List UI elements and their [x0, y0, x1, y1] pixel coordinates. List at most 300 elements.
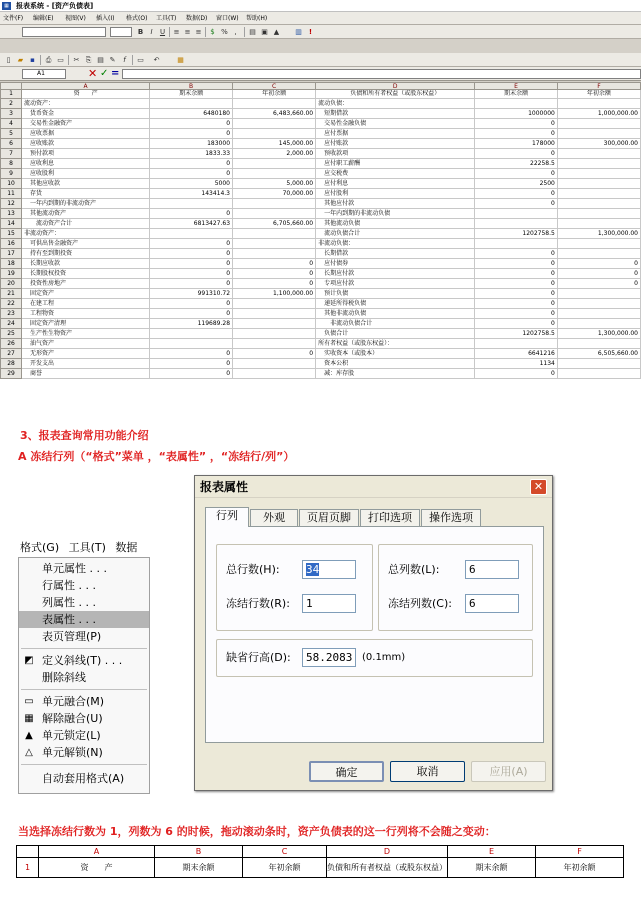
cancel-button[interactable]: 取消 — [390, 761, 465, 782]
table-cell[interactable]: 0 — [233, 259, 316, 269]
table-cell[interactable]: 6813427.63 — [150, 219, 233, 229]
menu-help[interactable]: 帮助(H) — [246, 15, 268, 22]
border-icon[interactable]: ▤ — [249, 28, 256, 36]
row-number[interactable]: 25 — [1, 329, 22, 339]
table-cell[interactable]: 应付职工薪酬 — [316, 159, 475, 169]
undo-icon[interactable]: ↶ — [153, 56, 160, 64]
table-cell[interactable] — [150, 339, 233, 349]
table-cell[interactable]: 商誉 — [22, 369, 150, 379]
table-cell[interactable]: 6641216 — [475, 349, 558, 359]
font-name-select[interactable] — [22, 27, 106, 37]
table-cell[interactable]: 6480180 — [150, 109, 233, 119]
table-cell[interactable]: 0 — [475, 309, 558, 319]
row-number[interactable]: 29 — [1, 369, 22, 379]
table-cell[interactable] — [233, 199, 316, 209]
table-cell[interactable] — [557, 129, 640, 139]
row-number[interactable]: 6 — [1, 139, 22, 149]
table-cell[interactable]: 6,483,660.00 — [233, 109, 316, 119]
column-header[interactable]: B — [150, 83, 233, 90]
tab-header-footer[interactable]: 页眉页脚 — [299, 509, 359, 526]
menu-item-lock-cell[interactable] — [19, 727, 149, 744]
header-cell[interactable]: 负债和所有者权益（或股东权益） — [316, 90, 475, 99]
table-cell[interactable] — [475, 239, 558, 249]
menu-data[interactable]: 数据(D) — [186, 15, 208, 22]
table-cell[interactable]: 流动资产合计 — [22, 219, 150, 229]
row-number[interactable]: 11 — [1, 189, 22, 199]
table-cell[interactable] — [557, 199, 640, 209]
table-cell[interactable]: 投资性房地产 — [22, 279, 150, 289]
table-cell[interactable] — [233, 329, 316, 339]
tab-appearance[interactable]: 外观 — [250, 509, 298, 526]
table-cell[interactable]: 应付账款 — [316, 139, 475, 149]
format-painter-icon[interactable]: ✎ — [109, 56, 116, 64]
ok-button[interactable]: 确定 — [309, 761, 384, 782]
insert-row-icon[interactable]: ▭ — [137, 56, 144, 64]
table-cell[interactable] — [557, 189, 640, 199]
table-cell[interactable]: 0 — [475, 289, 558, 299]
table-cell[interactable]: 1134 — [475, 359, 558, 369]
table-cell[interactable]: 预收款项 — [316, 149, 475, 159]
menu-item-cell-properties[interactable]: 单元属性 . . . — [42, 562, 107, 575]
rows-group — [216, 544, 373, 631]
format-menu — [18, 540, 150, 794]
row-number[interactable]: 14 — [1, 219, 22, 229]
table-cell[interactable] — [475, 99, 558, 109]
table-cell[interactable]: 0 — [475, 299, 558, 309]
table-cell[interactable]: 145,000.00 — [233, 139, 316, 149]
table-cell[interactable] — [233, 319, 316, 329]
table-cell[interactable]: 0 — [150, 209, 233, 219]
row-number[interactable]: 22 — [1, 299, 22, 309]
table-cell[interactable]: 长期股权投资 — [22, 269, 150, 279]
column-header[interactable]: B — [155, 846, 243, 858]
table-cell[interactable]: 应付股利 — [316, 189, 475, 199]
freeze-columns-input[interactable]: 6 — [465, 594, 519, 613]
default-row-height-input[interactable]: 58.2083 — [302, 648, 356, 667]
print-preview-icon[interactable]: ▭ — [57, 56, 64, 64]
table-cell[interactable] — [557, 289, 640, 299]
table-cell[interactable]: 0 — [233, 279, 316, 289]
table-cell[interactable]: 0 — [475, 249, 558, 259]
table-cell[interactable]: 非流动负债： — [316, 239, 475, 249]
table-cell[interactable] — [150, 329, 233, 339]
alert-icon[interactable]: ! — [308, 28, 313, 36]
currency-icon[interactable]: $ — [210, 28, 215, 36]
table-cell[interactable] — [475, 339, 558, 349]
table-cell[interactable]: 300,000.00 — [557, 139, 640, 149]
table-cell[interactable]: 991310.72 — [150, 289, 233, 299]
menu-tools-header[interactable]: 工具(T) — [68, 541, 106, 554]
select-all-corner[interactable] — [1, 83, 22, 90]
menu-format[interactable]: 格式(O) — [126, 15, 148, 22]
table-cell[interactable]: 在建工程 — [22, 299, 150, 309]
table-cell[interactable]: 工程物资 — [22, 309, 150, 319]
column-header[interactable]: C — [243, 846, 327, 858]
table-cell[interactable]: 0 — [475, 369, 558, 379]
tab-rows-columns[interactable]: 行列 — [205, 507, 249, 527]
table-cell[interactable]: 交易性金融资产 — [22, 119, 150, 129]
row-number[interactable]: 21 — [1, 289, 22, 299]
row-number[interactable]: 4 — [1, 119, 22, 129]
table-cell[interactable] — [150, 199, 233, 209]
menu-window[interactable]: 窗口(W) — [216, 15, 239, 22]
table-cell[interactable]: 交易性金融负债 — [316, 119, 475, 129]
table-cell[interactable] — [557, 159, 640, 169]
italic-icon[interactable]: I — [150, 28, 153, 36]
column-header[interactable]: E — [448, 846, 536, 858]
table-cell[interactable]: 存货 — [22, 189, 150, 199]
menu-item-define-diagonal[interactable] — [19, 652, 149, 669]
table-cell[interactable]: 0 — [150, 119, 233, 129]
table-cell[interactable]: 0 — [475, 319, 558, 329]
paste-icon[interactable]: ▤ — [97, 56, 104, 64]
table-cell[interactable] — [557, 249, 640, 259]
table-cell[interactable]: 0 — [150, 309, 233, 319]
table-cell[interactable] — [233, 339, 316, 349]
table-cell[interactable]: 所有者权益（或股东权益）： — [316, 339, 475, 349]
menu-item-auto-format[interactable]: 自动套用格式(A) — [42, 772, 125, 785]
row-number[interactable]: 13 — [1, 209, 22, 219]
open-file-icon[interactable]: ▰ — [17, 56, 24, 64]
table-cell[interactable]: 0 — [150, 359, 233, 369]
total-columns-input[interactable]: 6 — [465, 560, 519, 579]
align-right-icon[interactable]: ≡ — [195, 28, 202, 36]
table-cell[interactable]: 应收股利 — [22, 169, 150, 179]
equals-icon[interactable]: = — [111, 68, 120, 79]
copy-icon[interactable]: ⎘ — [85, 56, 92, 64]
table-cell[interactable]: 0 — [150, 299, 233, 309]
table-cell[interactable]: 递延所得税负债 — [316, 299, 475, 309]
table-cell[interactable]: 1,100,000.00 — [233, 289, 316, 299]
menu-item-table-properties[interactable]: 表属性 . . . — [19, 611, 149, 628]
table-cell[interactable]: 固定资产 — [22, 289, 150, 299]
table-cell[interactable]: 5000 — [150, 179, 233, 189]
table-cell[interactable]: 6,705,660.00 — [233, 219, 316, 229]
table-cell[interactable] — [557, 169, 640, 179]
table-cell[interactable]: 0 — [150, 269, 233, 279]
table-cell[interactable]: 其他流动资产 — [22, 209, 150, 219]
table-cell[interactable]: 0 — [557, 269, 640, 279]
table-cell[interactable]: 其他应收款 — [22, 179, 150, 189]
cancel-icon[interactable]: ✕ — [88, 67, 98, 80]
table-cell[interactable] — [475, 219, 558, 229]
table-cell[interactable]: 应收利息 — [22, 159, 150, 169]
table-cell[interactable]: 其他非流动负债 — [316, 309, 475, 319]
table-cell[interactable] — [557, 209, 640, 219]
table-cell[interactable]: 应付票据 — [316, 129, 475, 139]
row-number[interactable]: 16 — [1, 239, 22, 249]
diagonal-icon: ◩ — [24, 655, 34, 666]
row-number[interactable]: 15 — [1, 229, 22, 239]
frozen-cell[interactable]: 期末余额 — [155, 858, 243, 878]
table-cell[interactable]: 1202758.5 — [475, 329, 558, 339]
table-cell[interactable]: 生产性生物资产 — [22, 329, 150, 339]
apply-button[interactable]: 应用(A) — [471, 761, 546, 782]
table-cell[interactable]: 长期借款 — [316, 249, 475, 259]
frozen-cell[interactable]: 资 产 — [39, 858, 155, 878]
function-icon[interactable]: f — [123, 56, 126, 64]
table-cell[interactable]: 0 — [557, 259, 640, 269]
table-cell[interactable]: 0 — [150, 249, 233, 259]
table-cell[interactable]: 长期应付款 — [316, 269, 475, 279]
menu-item-row-properties[interactable]: 行属性 . . . — [42, 579, 96, 592]
header-cell[interactable]: 年初余额 — [557, 90, 640, 99]
frozen-cell[interactable]: 年初余额 — [243, 858, 327, 878]
table-cell[interactable] — [233, 359, 316, 369]
table-cell[interactable]: 0 — [475, 199, 558, 209]
menu-view[interactable]: 视图(V) — [65, 15, 86, 22]
header-cell[interactable]: 期末余额 — [150, 90, 233, 99]
table-cell[interactable]: 1,000,000.00 — [557, 109, 640, 119]
table-cell[interactable] — [557, 299, 640, 309]
row-number[interactable]: 17 — [1, 249, 22, 259]
table-cell[interactable]: 应收账款 — [22, 139, 150, 149]
table-cell[interactable]: 0 — [150, 259, 233, 269]
table-cell[interactable]: 0 — [557, 279, 640, 289]
table-cell[interactable]: 119689.28 — [150, 319, 233, 329]
table-cell[interactable]: 2,000.00 — [233, 149, 316, 159]
table-cell[interactable]: 专项应付款 — [316, 279, 475, 289]
underline-icon[interactable]: U — [159, 28, 166, 36]
table-cell[interactable]: 0 — [150, 369, 233, 379]
row-number[interactable]: 7 — [1, 149, 22, 159]
print-icon[interactable]: ⎙ — [45, 56, 52, 64]
row-number[interactable]: 2 — [1, 99, 22, 109]
menu-item-column-properties[interactable]: 列属性 . . . — [42, 596, 96, 609]
table-cell[interactable] — [233, 299, 316, 309]
table-cell[interactable]: 开发支出 — [22, 359, 150, 369]
table-cell[interactable] — [557, 119, 640, 129]
column-header[interactable]: F — [557, 83, 640, 90]
table-cell[interactable] — [150, 229, 233, 239]
table-cell[interactable] — [557, 149, 640, 159]
row-number[interactable]: 1 — [1, 90, 22, 99]
row-number[interactable]: 23 — [1, 309, 22, 319]
column-header[interactable]: E — [475, 83, 558, 90]
table-cell[interactable]: 1202758.5 — [475, 229, 558, 239]
column-header[interactable]: F — [536, 846, 624, 858]
table-cell[interactable] — [557, 99, 640, 109]
menu-data-header[interactable]: 数据 — [115, 541, 138, 554]
report-icon[interactable]: ▦ — [177, 56, 184, 64]
menu-item-delete-diagonal[interactable]: 删除斜线 — [42, 671, 86, 684]
percent-icon[interactable]: % — [221, 28, 228, 36]
table-cell[interactable]: 长期应收款 — [22, 259, 150, 269]
frozen-cell[interactable]: 负债和所有者权益（或股东权益） — [327, 858, 448, 878]
table-cell[interactable] — [233, 309, 316, 319]
table-cell[interactable]: 0 — [233, 349, 316, 359]
table-cell[interactable]: 持有至到期投资 — [22, 249, 150, 259]
table-cell[interactable]: 油气资产 — [22, 339, 150, 349]
row-number[interactable]: 10 — [1, 179, 22, 189]
table-cell[interactable]: 预付款项 — [22, 149, 150, 159]
table-cell[interactable] — [233, 169, 316, 179]
row-number[interactable]: 24 — [1, 319, 22, 329]
frozen-cell[interactable]: 年初余额 — [536, 858, 624, 878]
freeze-rows-input[interactable]: 1 — [302, 594, 356, 613]
table-cell[interactable] — [233, 119, 316, 129]
table-cell[interactable]: 货币资金 — [22, 109, 150, 119]
table-cell[interactable]: 1833.33 — [150, 149, 233, 159]
table-cell[interactable] — [150, 99, 233, 109]
bold-icon[interactable]: B — [137, 28, 144, 36]
accept-icon[interactable]: ✓ — [100, 68, 109, 79]
table-cell[interactable]: 1,300,000.00 — [557, 329, 640, 339]
menu-item-unlock-cell[interactable] — [19, 744, 149, 761]
table-cell[interactable]: 流动负债合计 — [316, 229, 475, 239]
cell-reference-input[interactable]: A1 — [22, 69, 66, 79]
table-cell[interactable]: 5,000.00 — [233, 179, 316, 189]
column-header[interactable]: D — [316, 83, 475, 90]
total-rows-input[interactable] — [302, 560, 356, 579]
fill-icon[interactable]: ▣ — [261, 28, 268, 36]
table-cell[interactable] — [557, 219, 640, 229]
row-number[interactable]: 20 — [1, 279, 22, 289]
tab-operation-options[interactable]: 操作选项 — [421, 509, 481, 526]
table-cell[interactable]: 非流动资产： — [22, 229, 150, 239]
column-header[interactable]: A — [22, 83, 150, 90]
formula-input[interactable] — [122, 69, 641, 79]
tab-print-options[interactable]: 打印选项 — [360, 509, 420, 526]
header-cell[interactable]: 资 产 — [22, 90, 150, 99]
table-cell[interactable] — [557, 239, 640, 249]
table-cell[interactable]: 应付利息 — [316, 179, 475, 189]
table-cell[interactable] — [233, 209, 316, 219]
table-cell[interactable]: 0 — [475, 149, 558, 159]
table-cell[interactable]: 1,300,000.00 — [557, 229, 640, 239]
align-center-icon[interactable]: ≡ — [184, 28, 191, 36]
table-cell[interactable]: 固定资产清理 — [22, 319, 150, 329]
table-cell[interactable]: 70,000.00 — [233, 189, 316, 199]
table-cell[interactable]: 一年内到期的非流动负债 — [316, 209, 475, 219]
table-cell[interactable]: 0 — [475, 189, 558, 199]
table-cell[interactable] — [233, 239, 316, 249]
table-cell[interactable]: 应付债券 — [316, 259, 475, 269]
row-number[interactable]: 12 — [1, 199, 22, 209]
menu-item-page-management[interactable]: 表页管理(P) — [42, 630, 102, 643]
new-file-icon[interactable]: ▯ — [6, 56, 11, 64]
menu-format-header[interactable]: 格式(G) — [20, 541, 60, 554]
row-number[interactable]: 26 — [1, 339, 22, 349]
cut-icon[interactable]: ✂ — [73, 56, 80, 64]
row-number[interactable]: 8 — [1, 159, 22, 169]
table-cell[interactable]: 短期借款 — [316, 109, 475, 119]
table-cell[interactable]: 可供出售金融资产 — [22, 239, 150, 249]
table-cell[interactable] — [233, 249, 316, 259]
table-cell[interactable] — [557, 179, 640, 189]
table-cell[interactable]: 0 — [475, 129, 558, 139]
table-cell[interactable]: 无形资产 — [22, 349, 150, 359]
table-cell[interactable] — [233, 129, 316, 139]
table-cell[interactable]: 0 — [150, 129, 233, 139]
table-cell[interactable] — [557, 319, 640, 329]
table-cell[interactable]: 流动资产： — [22, 99, 150, 109]
menu-file[interactable]: 文件(F) — [3, 15, 24, 22]
table-cell[interactable]: 178000 — [475, 139, 558, 149]
column-header[interactable]: D — [327, 846, 448, 858]
table-cell[interactable]: 流动负债： — [316, 99, 475, 109]
save-icon[interactable]: ▪ — [30, 56, 35, 64]
align-left-icon[interactable]: ≡ — [173, 28, 180, 36]
table-cell[interactable]: 应收票据 — [22, 129, 150, 139]
table-cell[interactable] — [557, 359, 640, 369]
table-cell[interactable]: 一年内到期的非流动资产 — [22, 199, 150, 209]
table-cell[interactable]: 0 — [150, 349, 233, 359]
table-cell[interactable]: 实收资本（或股本） — [316, 349, 475, 359]
header-cell[interactable]: 期末余额 — [475, 90, 558, 99]
menu-tools[interactable]: 工具(T) — [156, 15, 177, 22]
row-number[interactable]: 3 — [1, 109, 22, 119]
table-cell[interactable]: 0 — [475, 269, 558, 279]
header-cell[interactable]: 年初余额 — [233, 90, 316, 99]
table-cell[interactable]: 143414.3 — [150, 189, 233, 199]
freeze-columns-label: 冻结列数(C): — [388, 597, 452, 610]
menu-insert[interactable]: 插入(I) — [96, 15, 115, 22]
row-number[interactable]: 1 — [17, 858, 39, 878]
table-cell[interactable] — [233, 159, 316, 169]
menu-item-merge-cells[interactable] — [19, 693, 149, 710]
table-cell[interactable] — [557, 369, 640, 379]
table-cell[interactable]: 应交税费 — [316, 169, 475, 179]
menu-edit[interactable]: 编辑(E) — [33, 15, 54, 22]
table-cell[interactable] — [233, 369, 316, 379]
chart-icon[interactable]: ▥ — [295, 28, 302, 36]
font-size-select[interactable] — [110, 27, 132, 37]
column-header[interactable]: A — [39, 846, 155, 858]
table-cell[interactable]: 0 — [150, 159, 233, 169]
lock-toolbar-icon[interactable]: ▲ — [273, 28, 280, 36]
table-cell[interactable]: 负债合计 — [316, 329, 475, 339]
table-cell[interactable]: 2500 — [475, 179, 558, 189]
row-number[interactable]: 19 — [1, 269, 22, 279]
table-cell[interactable]: 0 — [475, 279, 558, 289]
frozen-cell[interactable]: 期末余额 — [448, 858, 536, 878]
format-menu-panel — [18, 557, 150, 794]
table-cell[interactable]: 0 — [150, 239, 233, 249]
row-number[interactable]: 18 — [1, 259, 22, 269]
row-number[interactable]: 27 — [1, 349, 22, 359]
row-number[interactable]: 28 — [1, 359, 22, 369]
table-cell[interactable] — [233, 99, 316, 109]
row-number[interactable]: 9 — [1, 169, 22, 179]
table-cell[interactable]: 0 — [475, 119, 558, 129]
table-cell[interactable]: 0 — [150, 279, 233, 289]
table-cell[interactable]: 0 — [475, 169, 558, 179]
table-cell[interactable]: 预计负债 — [316, 289, 475, 299]
table-cell[interactable]: 其他应付款 — [316, 199, 475, 209]
menu-item-unmerge-cells[interactable] — [19, 710, 149, 727]
close-icon[interactable]: ✕ — [530, 479, 547, 495]
table-cell[interactable]: 6,505,660.00 — [557, 349, 640, 359]
table-cell[interactable] — [233, 229, 316, 239]
table-cell[interactable] — [557, 309, 640, 319]
table-cell[interactable]: 0 — [150, 169, 233, 179]
table-cell[interactable]: 减：库存股 — [316, 369, 475, 379]
table-cell[interactable]: 非流动负债合计 — [316, 319, 475, 329]
table-cell[interactable]: 0 — [233, 269, 316, 279]
table-cell[interactable]: 0 — [475, 259, 558, 269]
column-header[interactable]: C — [233, 83, 316, 90]
table-cell[interactable] — [475, 209, 558, 219]
table-cell[interactable]: 其他流动负债 — [316, 219, 475, 229]
table-cell[interactable] — [557, 339, 640, 349]
table-cell[interactable]: 22258.5 — [475, 159, 558, 169]
row-number[interactable]: 5 — [1, 129, 22, 139]
table-cell[interactable]: 1000000 — [475, 109, 558, 119]
table-cell[interactable]: 183000 — [150, 139, 233, 149]
comma-icon[interactable]: , — [234, 28, 237, 36]
table-cell[interactable]: 资本公积 — [316, 359, 475, 369]
